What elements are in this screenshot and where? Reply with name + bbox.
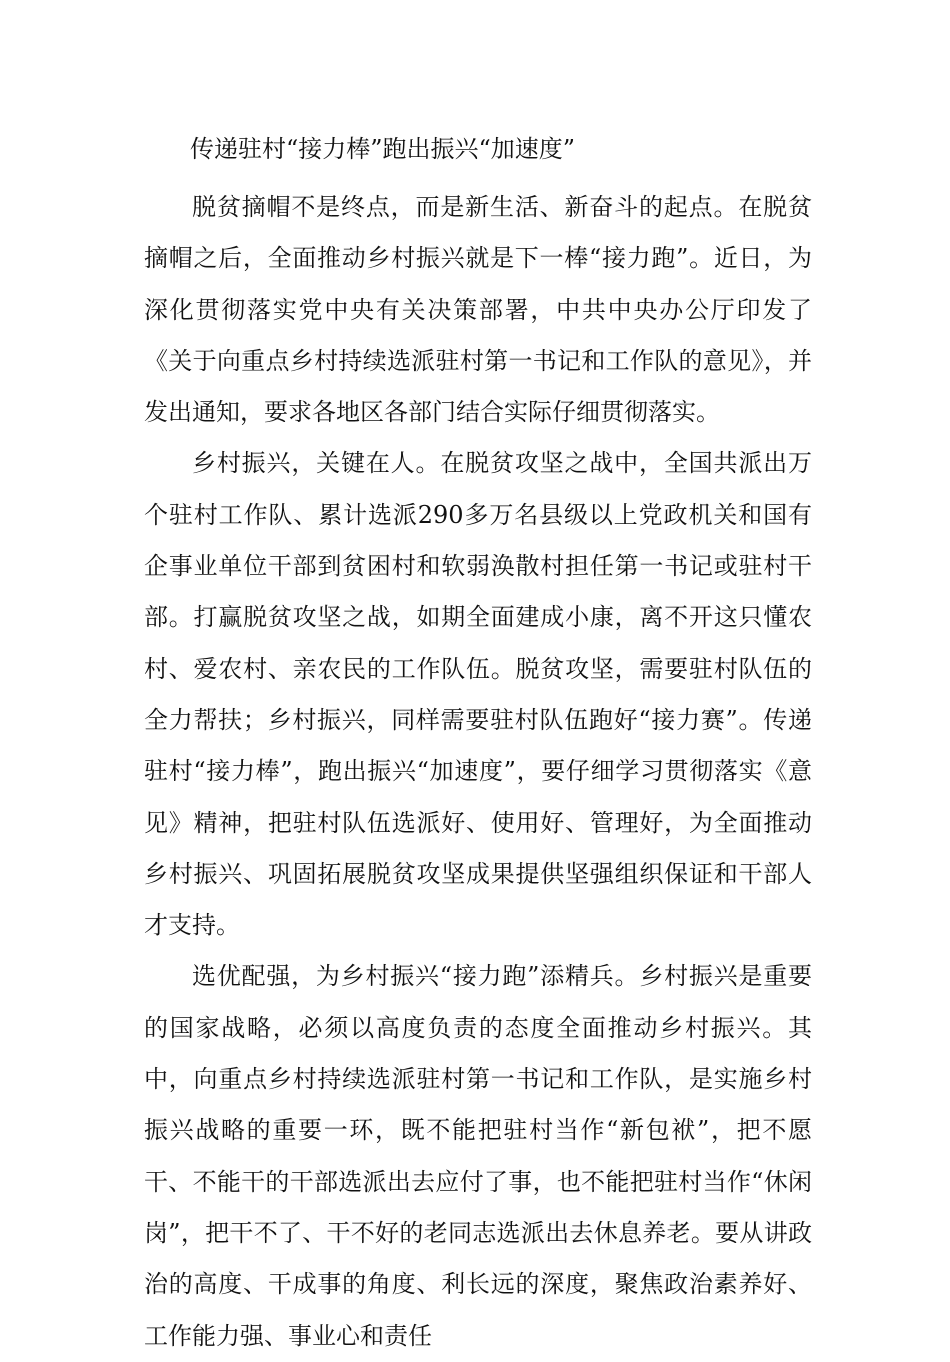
paragraph-1: 脱贫摘帽不是终点，而是新生活、新奋斗的起点。在脱贫摘帽之后，全面推动乡村振兴就是下一棒“接力跑”。近日，为深化贯彻落实党中央有关决策部署，中共中央办公厅印发了《关于向重点乡村持续选派驻村第一书记和工作队的意见》，并发出通知，要求各地区各部门结合实际仔细贯彻落实。 xyxy=(144,193,812,427)
document-body xyxy=(144,182,812,1362)
paragraph-2: 乡村振兴，关键在人。在脱贫攻坚之战中，全国共派出万个驻村工作队、累计选派290多万名县级以上党政机关和国有企事业单位干部到贫困村和软弱涣散村担任第一书记或驻村干部。打赢脱贫攻坚之战，如期全面建成小康，离不开这只懂农村、爱农村、亲农民的工作队伍。脱贫攻坚，需要驻村队伍的全力帮扶；乡村振兴，同样需要驻村队伍跑好“接力赛”。传递驻村“接力棒”，跑出振兴“加速度”，要仔细学习贯彻落实《意见》精神，把驻村队伍选派好、使用好、管理好，为全面推动乡村振兴、巩固拓展脱贫攻坚成果提供坚强组织保证和干部人才支持。 xyxy=(144,449,812,940)
document-title: 传递驻村“接力棒”跑出振兴“加速度” xyxy=(190,135,576,163)
paragraph-3: 选优配强，为乡村振兴“接力跑”添精兵。乡村振兴是重要的国家战略，必须以高度负责的态度全面推动乡村振兴。其中，向重点乡村持续选派驻村第一书记和工作队，是实施乡村振兴战略的重要一环，既不能把驻村当作“新包袱”，把不愿干、不能干的干部选派出去应付了事，也不能把驻村当作“休闲岗”，把干不了、干不好的老同志选派出去休息养老。要从讲政治的高度、干成事的角度、利长远的深度，聚焦政治素养好、工作能力强、事业心和责任 xyxy=(144,962,812,1350)
